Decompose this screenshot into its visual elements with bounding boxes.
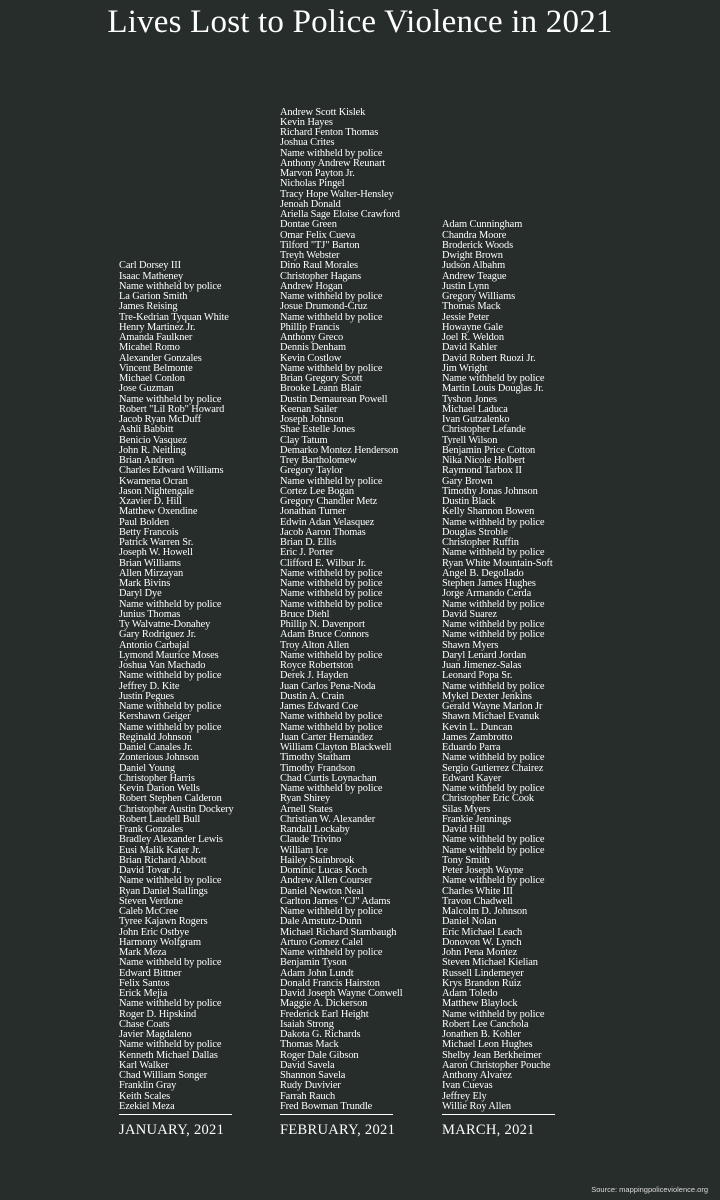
list-item: Carl Dorsey III bbox=[119, 260, 181, 272]
list-item: Joshua Crites bbox=[280, 137, 335, 149]
list-item: Clay Tatum bbox=[280, 434, 328, 446]
list-item: Juan Jimenez-Salas bbox=[442, 660, 522, 671]
list-item: Jeffrey Ely bbox=[442, 1090, 487, 1102]
list-item: Name withheld by police bbox=[280, 711, 383, 723]
list-item: Thomas Mack bbox=[442, 301, 501, 313]
list-item: Gregory Chandler Metz bbox=[280, 496, 378, 507]
list-item: Treyh Webster bbox=[280, 250, 340, 261]
list-item: Name withheld by police bbox=[280, 578, 383, 589]
list-item: Robert Lee Canchola bbox=[442, 1018, 529, 1030]
list-item: Gerald Wayne Marlon Jr bbox=[442, 701, 543, 712]
list-item: Joseph Johnson bbox=[280, 414, 344, 425]
list-item: Brian Williams bbox=[119, 557, 181, 569]
list-item: Steven Verdone bbox=[119, 895, 183, 907]
list-item: Daniel Canales Jr. bbox=[119, 742, 193, 753]
list-item: Shannon Savela bbox=[280, 1070, 346, 1081]
list-item: Erick Mejia bbox=[119, 988, 168, 999]
list-item: Xzavier D. Hill bbox=[119, 496, 182, 507]
list-item: James Edward Coe bbox=[280, 701, 359, 712]
list-item: Michael Laduca bbox=[442, 403, 508, 415]
list-item: Martin Louis Douglas Jr. bbox=[442, 383, 544, 395]
list-item: Micahel Romo bbox=[119, 342, 180, 354]
list-item: Charles White III bbox=[442, 885, 513, 897]
list-item: Matthew Blaylock bbox=[442, 998, 518, 1010]
list-item: Timothy Jonas Johnson bbox=[442, 485, 538, 497]
list-item: Joshua Van Machado bbox=[119, 660, 206, 671]
list-item: Isaac Matheney bbox=[119, 270, 184, 282]
list-item: Arnell States bbox=[280, 803, 333, 815]
list-item: Anthony Andrew Reunart bbox=[280, 157, 386, 169]
list-item: Bradley Alexander Lewis bbox=[119, 834, 223, 846]
list-item: Dwight Brown bbox=[442, 250, 503, 261]
list-item: Jeffrey D. Kite bbox=[119, 680, 180, 692]
list-item: Royce Robertston bbox=[280, 660, 354, 671]
list-item: Krys Brandon Ruiz bbox=[442, 977, 522, 989]
list-item: Peter Joseph Wayne bbox=[442, 865, 524, 876]
february-name-list bbox=[280, 108, 402, 1113]
list-item: Stephen James Hughes bbox=[442, 578, 536, 589]
list-item: Name withheld by police bbox=[280, 649, 383, 661]
january-divider bbox=[119, 1114, 232, 1115]
list-item: Shawn Michael Evanuk bbox=[442, 711, 540, 723]
list-item: Jacob Ryan McDuff bbox=[119, 414, 201, 425]
list-item: Raymond Tarbox II bbox=[442, 465, 522, 477]
list-item: Reginald Johnson bbox=[119, 731, 192, 743]
list-item: David Savela bbox=[280, 1059, 335, 1071]
list-item: Name withheld by police bbox=[442, 1008, 545, 1020]
list-item: Benicio Vasquez bbox=[119, 434, 187, 446]
list-item: Ariella Sage Eloise Crawford bbox=[280, 209, 400, 220]
list-item: William Clayton Blackwell bbox=[280, 742, 392, 753]
list-item: Adam Bruce Connors bbox=[280, 629, 369, 641]
list-item: Ryan Daniel Stallings bbox=[119, 885, 208, 897]
list-item: Isaiah Strong bbox=[280, 1018, 334, 1030]
list-item: Name withheld by police bbox=[119, 393, 222, 405]
list-item: Name withheld by police bbox=[119, 998, 222, 1010]
list-item: Daniel Young bbox=[119, 762, 175, 774]
list-item: Mark Bivins bbox=[119, 578, 171, 589]
list-item: Javier Magdaleno bbox=[119, 1029, 192, 1040]
list-item: Christopher Lefande bbox=[442, 424, 526, 436]
list-item: Shae Estelle Jones bbox=[280, 424, 355, 436]
list-item: David Joseph Wayne Conwell bbox=[280, 988, 403, 999]
list-item: David Robert Ruozi Jr. bbox=[442, 352, 536, 364]
list-item: Name withheld by police bbox=[280, 721, 383, 733]
list-item: Brian D. Ellis bbox=[280, 537, 337, 548]
list-item: Dustin A. Crain bbox=[280, 690, 345, 702]
list-item: Frankie Jennings bbox=[442, 813, 512, 825]
list-item: John Pena Montez bbox=[442, 947, 518, 958]
list-item: James Reising bbox=[119, 301, 178, 313]
list-item: Robert Stephen Calderon bbox=[119, 793, 222, 805]
list-item: Jonathen B. Kohler bbox=[442, 1029, 521, 1040]
list-item: Broderick Woods bbox=[442, 239, 514, 251]
list-item: Tyree Kajawn Rogers bbox=[119, 916, 208, 928]
march-label: MARCH, 2021 bbox=[442, 1122, 535, 1138]
list-item: Zonterious Johnson bbox=[119, 752, 199, 764]
list-item: Gregory Williams bbox=[442, 291, 516, 302]
list-item: Timothy Frandson bbox=[280, 762, 356, 774]
list-item: Travon Chadwell bbox=[442, 895, 513, 907]
january-name-list bbox=[119, 261, 234, 1112]
list-item: John R. Neitling bbox=[119, 444, 186, 456]
list-item: Name withheld by police bbox=[280, 147, 383, 159]
list-item: Daniel Newton Neal bbox=[280, 885, 364, 897]
list-item: Kershawn Geiger bbox=[119, 711, 191, 723]
list-item: Chad Curtis Loynachan bbox=[280, 772, 377, 784]
list-item: Daryl Dye bbox=[119, 588, 162, 600]
list-item: Matthew Oxendine bbox=[119, 506, 198, 518]
march-column bbox=[442, 80, 617, 1112]
list-item: Kevin L. Duncan bbox=[442, 721, 513, 733]
list-item: Robert Laudell Bull bbox=[119, 813, 201, 825]
list-item: Gary Rodriguez Jr. bbox=[119, 629, 196, 641]
list-item: Arturo Gomez Calel bbox=[280, 936, 364, 948]
list-item: Charles Edward Williams bbox=[119, 465, 224, 477]
list-item: Kevin Darion Wells bbox=[119, 783, 200, 794]
list-item: Tony Smith bbox=[442, 854, 490, 866]
list-item: Allen Mirzayan bbox=[119, 567, 184, 579]
list-item: Keenan Sailer bbox=[280, 403, 338, 415]
list-item: Shawn Myers bbox=[442, 639, 499, 651]
list-item: James Zambrotto bbox=[442, 731, 513, 743]
list-item: Ty Walvatne-Donahey bbox=[119, 619, 211, 630]
list-item: Chandra Moore bbox=[442, 229, 507, 241]
list-item: Douglas Stroble bbox=[442, 526, 508, 538]
list-item: Jacob Aaron Thomas bbox=[280, 526, 366, 538]
list-item: Eric Michael Leach bbox=[442, 926, 523, 938]
march-divider bbox=[442, 1114, 555, 1115]
list-item: Leonard Popa Sr. bbox=[442, 670, 513, 682]
list-item: Name withheld by police bbox=[442, 547, 545, 559]
list-item: Donovon W. Lynch bbox=[442, 936, 522, 948]
list-item: Andrew Allen Courser bbox=[280, 875, 373, 887]
list-item: Name withheld by police bbox=[442, 680, 545, 692]
list-item: Willie Roy Allen bbox=[442, 1100, 511, 1112]
list-item: Omar Felix Cueva bbox=[280, 229, 356, 241]
january-column bbox=[119, 80, 294, 1112]
list-item: Carlton James "CJ" Adams bbox=[280, 895, 391, 907]
list-item: Chase Coats bbox=[119, 1018, 170, 1030]
list-item: Phillip N. Davenport bbox=[280, 619, 365, 630]
january-label: JANUARY, 2021 bbox=[119, 1122, 225, 1138]
list-item: Dakota G. Richards bbox=[280, 1029, 361, 1040]
list-item: Betty Francois bbox=[119, 526, 179, 538]
list-item: Caleb McCree bbox=[119, 906, 179, 917]
list-item: Michael Conlon bbox=[119, 373, 185, 384]
list-item: Patrick Warren Sr. bbox=[119, 537, 194, 548]
list-item: Richard Fenton Thomas bbox=[280, 127, 379, 138]
list-item: Daniel Nolan bbox=[442, 916, 497, 928]
list-item: Andrew Hogan bbox=[280, 280, 343, 292]
list-item: Sergio Gutierrez Chairez bbox=[442, 762, 544, 774]
list-item: Silas Myers bbox=[442, 803, 491, 815]
list-item: Ivan Cuevas bbox=[442, 1080, 493, 1092]
list-item: Karl Walker bbox=[119, 1059, 169, 1071]
list-item: Marvon Payton Jr. bbox=[280, 168, 355, 179]
list-item: David Suarez bbox=[442, 608, 498, 620]
list-item: Adam John Lundt bbox=[280, 967, 354, 979]
list-item: Jose Guzman bbox=[119, 383, 174, 395]
list-item: Cortez Lee Bogan bbox=[280, 485, 354, 497]
list-item: Ryan White Mountain-Soft bbox=[442, 557, 553, 569]
list-item: Nicholas Pingel bbox=[280, 178, 345, 190]
list-item: Name withheld by police bbox=[280, 475, 383, 487]
list-item: Lymond Maurice Moses bbox=[119, 649, 219, 661]
list-item: Phillip Francis bbox=[280, 321, 340, 333]
list-item: Dominic Lucas Koch bbox=[280, 865, 368, 876]
list-item: Claude Trivino bbox=[280, 834, 342, 846]
list-item: Name withheld by police bbox=[442, 834, 545, 846]
list-item: Benjamin Price Cotton bbox=[442, 444, 536, 456]
list-item: Amanda Faulkner bbox=[119, 332, 193, 343]
list-item: Name withheld by police bbox=[442, 875, 545, 887]
list-item: Edwin Adan Velasquez bbox=[280, 516, 375, 528]
list-item: Jim Wright bbox=[442, 362, 488, 374]
list-item: Harmony Wolfgram bbox=[119, 936, 201, 948]
list-item: Paul Bolden bbox=[119, 516, 169, 528]
list-item: Christian W. Alexander bbox=[280, 813, 376, 825]
list-item: Ashli Babbitt bbox=[119, 424, 174, 436]
list-item: Brooke Leann Blair bbox=[280, 383, 361, 395]
source-credit: Source: mappingpoliceviolence.org bbox=[591, 1185, 708, 1194]
list-item: Dustin Demaurean Powell bbox=[280, 393, 388, 405]
list-item: Donald Francis Hairston bbox=[280, 977, 380, 989]
list-item: Name withheld by police bbox=[442, 752, 545, 764]
list-item: Eusi Malik Kater Jr. bbox=[119, 844, 201, 856]
list-item: Ivan Gutzalenko bbox=[442, 414, 510, 425]
list-item: Troy Alton Allen bbox=[280, 639, 350, 651]
list-item: Christopher Harris bbox=[119, 772, 195, 784]
list-item: Kevin Hayes bbox=[280, 116, 333, 128]
list-item: Andrew Scott Kislek bbox=[280, 106, 366, 118]
list-item: Gary Brown bbox=[442, 475, 493, 487]
list-item: Tyshon Jones bbox=[442, 393, 497, 405]
list-item: Juan Carter Hernandez bbox=[280, 731, 374, 743]
list-item: Name withheld by police bbox=[280, 311, 383, 323]
list-item: Michael Richard Stambaugh bbox=[280, 926, 397, 938]
list-item: Trey Bartholomew bbox=[280, 455, 357, 466]
list-item: Name withheld by police bbox=[280, 567, 383, 579]
list-item: Angel B. Degollado bbox=[442, 567, 524, 579]
february-divider bbox=[280, 1114, 393, 1115]
list-item: Roger D. Hipskind bbox=[119, 1008, 197, 1020]
list-item: Kelly Shannon Bowen bbox=[442, 506, 535, 518]
list-item: Mark Meza bbox=[119, 947, 167, 958]
list-item: Eric J. Porter bbox=[280, 547, 334, 559]
list-item: Name withheld by police bbox=[119, 280, 222, 292]
list-item: Andrew Teague bbox=[442, 270, 507, 282]
list-item: Timothy Statham bbox=[280, 752, 351, 764]
list-item: Dale Amstutz-Dunn bbox=[280, 916, 362, 928]
list-item: Hailey Stainbrook bbox=[280, 854, 355, 866]
list-item: Name withheld by police bbox=[119, 701, 222, 712]
list-item: Thomas Mack bbox=[280, 1039, 339, 1051]
list-item: Name withheld by police bbox=[442, 783, 545, 794]
march-name-list bbox=[442, 220, 553, 1112]
list-item: Christopher Eric Cook bbox=[442, 793, 534, 805]
list-item: Roger Dale Gibson bbox=[280, 1049, 359, 1061]
list-item: Name withheld by police bbox=[442, 598, 545, 610]
list-item: Adam Cunningham bbox=[442, 219, 523, 231]
list-item: Farrah Rauch bbox=[280, 1090, 336, 1102]
list-item: Kenneth Michael Dallas bbox=[119, 1049, 218, 1061]
list-item: Name withheld by police bbox=[442, 629, 545, 641]
list-item: Name withheld by police bbox=[119, 875, 222, 887]
list-item: Justin Pegues bbox=[119, 690, 174, 702]
list-item: Steven Michael Kielian bbox=[442, 957, 538, 969]
list-item: Justin Lynn bbox=[442, 280, 490, 292]
list-item: Name withheld by police bbox=[280, 783, 383, 794]
list-item: Franklin Gray bbox=[119, 1080, 177, 1092]
list-item: Ezekiel Meza bbox=[119, 1100, 175, 1112]
list-item: Christopher Ruffin bbox=[442, 537, 519, 548]
list-item: Name withheld by police bbox=[280, 906, 383, 917]
list-item: Dino Raul Morales bbox=[280, 260, 358, 272]
list-item: Tilford "TJ" Barton bbox=[280, 239, 360, 251]
list-item: Name withheld by police bbox=[119, 721, 222, 733]
list-item: Anthony Greco bbox=[280, 332, 344, 343]
list-item: Dustin Black bbox=[442, 496, 496, 507]
list-item: Brian Richard Abbott bbox=[119, 854, 207, 866]
list-item: Juan Carlos Pena-Noda bbox=[280, 680, 376, 692]
list-item: Michael Leon Hughes bbox=[442, 1039, 533, 1051]
february-column bbox=[280, 80, 455, 1112]
list-item: Maggie A. Dickerson bbox=[280, 998, 368, 1010]
list-item: Derek J. Hayden bbox=[280, 670, 349, 682]
list-item: Name withheld by police bbox=[119, 1039, 222, 1051]
list-item: La Garion Smith bbox=[119, 291, 188, 302]
list-item: Russell Lindemeyer bbox=[442, 967, 524, 979]
list-item: Tracy Hope Walter-Hensley bbox=[280, 188, 394, 200]
list-item: Daryl Lenard Jordan bbox=[442, 649, 527, 661]
list-item: Name withheld by police bbox=[442, 619, 545, 630]
list-item: John Eric Ostbye bbox=[119, 926, 189, 938]
list-item: Gregory Taylor bbox=[280, 465, 343, 477]
list-item: Christopher Hagans bbox=[280, 270, 362, 282]
list-item: Henry Martinez Jr. bbox=[119, 321, 196, 333]
list-item: Bruce Diehl bbox=[280, 608, 330, 620]
list-item: Name withheld by police bbox=[280, 598, 383, 610]
list-item: Tyrell Wilson bbox=[442, 434, 498, 446]
list-item: David Kahler bbox=[442, 342, 498, 354]
list-item: Name withheld by police bbox=[119, 670, 222, 682]
list-item: Jason Nightengale bbox=[119, 485, 194, 497]
list-item: Jonathan Turner bbox=[280, 506, 346, 518]
list-item: Demarko Montez Henderson bbox=[280, 444, 399, 456]
list-item: Kevin Costlow bbox=[280, 352, 342, 364]
list-item: Keith Scales bbox=[119, 1090, 171, 1102]
list-item: Benjamin Tyson bbox=[280, 957, 347, 969]
list-item: Jorge Armando Cerda bbox=[442, 588, 532, 600]
list-item: David Tovar Jr. bbox=[119, 865, 182, 876]
list-item: Dontae Green bbox=[280, 219, 337, 231]
list-item: Brian Gregory Scott bbox=[280, 373, 363, 384]
page-title: Lives Lost to Police Violence in 2021 bbox=[107, 4, 613, 40]
list-item: Brian Andren bbox=[119, 455, 175, 466]
list-item: Robert "Lil Rob" Howard bbox=[119, 403, 225, 415]
list-item: Chad William Songer bbox=[119, 1070, 208, 1081]
list-item: Tre-Kedrian Tyquan White bbox=[119, 311, 229, 323]
list-item: Kwamena Ocran bbox=[119, 475, 188, 487]
list-item: Edward Kayer bbox=[442, 772, 502, 784]
list-item: Junius Thomas bbox=[119, 608, 181, 620]
list-item: Judson Albahm bbox=[442, 260, 506, 272]
list-item: Fred Bowman Trundle bbox=[280, 1100, 373, 1112]
list-item: Name withheld by police bbox=[442, 516, 545, 528]
list-item: Felix Santos bbox=[119, 977, 170, 989]
list-item: Alexander Gonzales bbox=[119, 352, 202, 364]
list-item: Dennis Denham bbox=[280, 342, 346, 354]
list-item: Malcolm D. Johnson bbox=[442, 906, 528, 917]
list-item: Joel R. Weldon bbox=[442, 332, 504, 343]
list-item: Frank Gonzales bbox=[119, 824, 184, 835]
list-item: Jessie Peter bbox=[442, 311, 489, 323]
list-item: Rudy Duvivier bbox=[280, 1080, 341, 1092]
list-item: Josue Drumond-Cruz bbox=[280, 301, 368, 313]
list-item: Name withheld by police bbox=[119, 957, 222, 969]
list-item: Jenoah Donald bbox=[280, 198, 341, 210]
list-item: Name withheld by police bbox=[280, 291, 383, 302]
list-item: Edward Bittner bbox=[119, 967, 182, 979]
list-item: Name withheld by police bbox=[280, 588, 383, 600]
list-item: Adam Toledo bbox=[442, 988, 498, 999]
list-item: Nika Nicole Holbert bbox=[442, 455, 525, 466]
list-item: William Ice bbox=[280, 844, 328, 856]
list-item: Mykel Dexter Jenkins bbox=[442, 690, 532, 702]
list-item: Shelby Jean Berkheimer bbox=[442, 1049, 542, 1061]
list-item: Frederick Earl Height bbox=[280, 1008, 369, 1020]
list-item: Joseph W. Howell bbox=[119, 547, 193, 559]
list-item: Name withheld by police bbox=[280, 947, 383, 958]
list-item: Anthony Alvarez bbox=[442, 1070, 512, 1081]
list-item: Name withheld by police bbox=[442, 373, 545, 384]
february-label: FEBRUARY, 2021 bbox=[280, 1122, 396, 1138]
list-item: Vincent Belmonte bbox=[119, 362, 193, 374]
list-item: Ryan Shirey bbox=[280, 793, 331, 805]
list-item: David Hill bbox=[442, 824, 486, 835]
list-item: Howayne Gale bbox=[442, 321, 503, 333]
list-item: Name withheld by police bbox=[280, 362, 383, 374]
list-item: Christopher Austin Dockery bbox=[119, 803, 234, 815]
list-item: Aaron Christopher Pouche bbox=[442, 1059, 551, 1071]
list-item: Eduardo Parra bbox=[442, 742, 501, 753]
list-item: Randall Lockaby bbox=[280, 824, 350, 835]
list-item: Clifford E. Wilbur Jr. bbox=[280, 557, 367, 569]
list-item: Name withheld by police bbox=[119, 598, 222, 610]
list-item: Name withheld by police bbox=[442, 844, 545, 856]
list-item: Antonio Carbajal bbox=[119, 639, 190, 651]
